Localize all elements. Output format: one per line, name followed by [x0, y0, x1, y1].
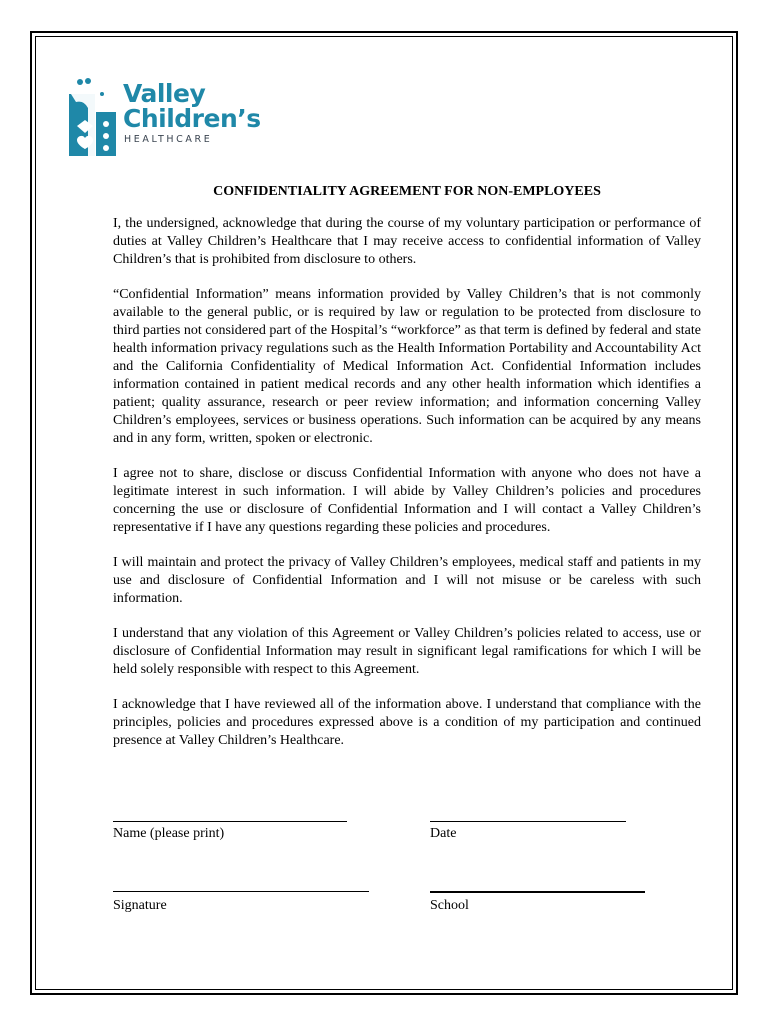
- logo-text-childrens: Children’s: [123, 104, 261, 133]
- school-line[interactable]: [430, 891, 645, 893]
- school-label: School: [430, 898, 469, 913]
- signature-line[interactable]: [113, 891, 369, 892]
- paragraph-privacy: I will maintain and protect the privacy of Valley Children’s employees, medical staff and patients in my use and disclosure of Confidential Information and I will not misuse or be careless with such information.: [113, 555, 701, 606]
- name-label: Name (please print): [113, 826, 225, 841]
- paragraph-acknowledgement: I, the undersigned, acknowledge that during the course of my voluntary participation or performance of duties at Valley Children’s Healthcare that I may receive access to confidential information of Valley Children’s that is prohibited from disclosure to others.: [113, 216, 701, 267]
- date-label: Date: [430, 826, 457, 841]
- name-line[interactable]: [113, 821, 347, 822]
- logo-text-valley: Valley: [123, 79, 206, 108]
- date-line[interactable]: [430, 821, 626, 822]
- paragraph-nondisclosure: I agree not to share, disclose or discuss Confidential Information with anyone who does not have a legitimate interest in such information. I will abide by Valley Children’s policies and procedures concerning the use or disclosure of Confidential Information and I will contact a Valley Children’s representative if I have any questions regarding these policies and procedures.: [113, 466, 701, 535]
- giraffe-logo-icon: [66, 78, 120, 156]
- paragraph-compliance: I acknowledge that I have reviewed all of the information above. I understand that compliance with the principles, policies and procedures expressed above is a condition of my participation and continued presence at Valley Children’s Healthcare.: [113, 697, 701, 748]
- logo-text-healthcare: HEALTHCARE: [124, 134, 213, 145]
- signature-label: Signature: [113, 898, 167, 913]
- document-body: [113, 183, 701, 767]
- valley-childrens-logo: [66, 78, 261, 160]
- paragraph-violation: I understand that any violation of this Agreement or Valley Children’s policies related to access, use or disclosure of Confidential Information may result in significant legal ramifications for which I will be held solely responsible with respect to this Agreement.: [113, 626, 701, 677]
- document-title: CONFIDENTIALITY AGREEMENT FOR NON-EMPLOYEES: [213, 184, 601, 199]
- paragraph-definition: “Confidential Information” means information provided by Valley Children’s that is not commonly available to the general public, or is required by law or regulation to be protected from disclosure to third parties not considered part of the Hospital’s “workforce” as that term is defined by federal and state health information privacy regulations such as the Health Information Portability and Accountability Act and the California Confidentiality of Medical Information Act. Confidential Information includes information contained in patient medical records and any other health information which identifies a patient; quality assurance, research or peer review information; and information concerning Valley Children’s employees, services or business operations. Such information can be acquired by any means and in any form, written, spoken or electronic.: [113, 287, 701, 446]
